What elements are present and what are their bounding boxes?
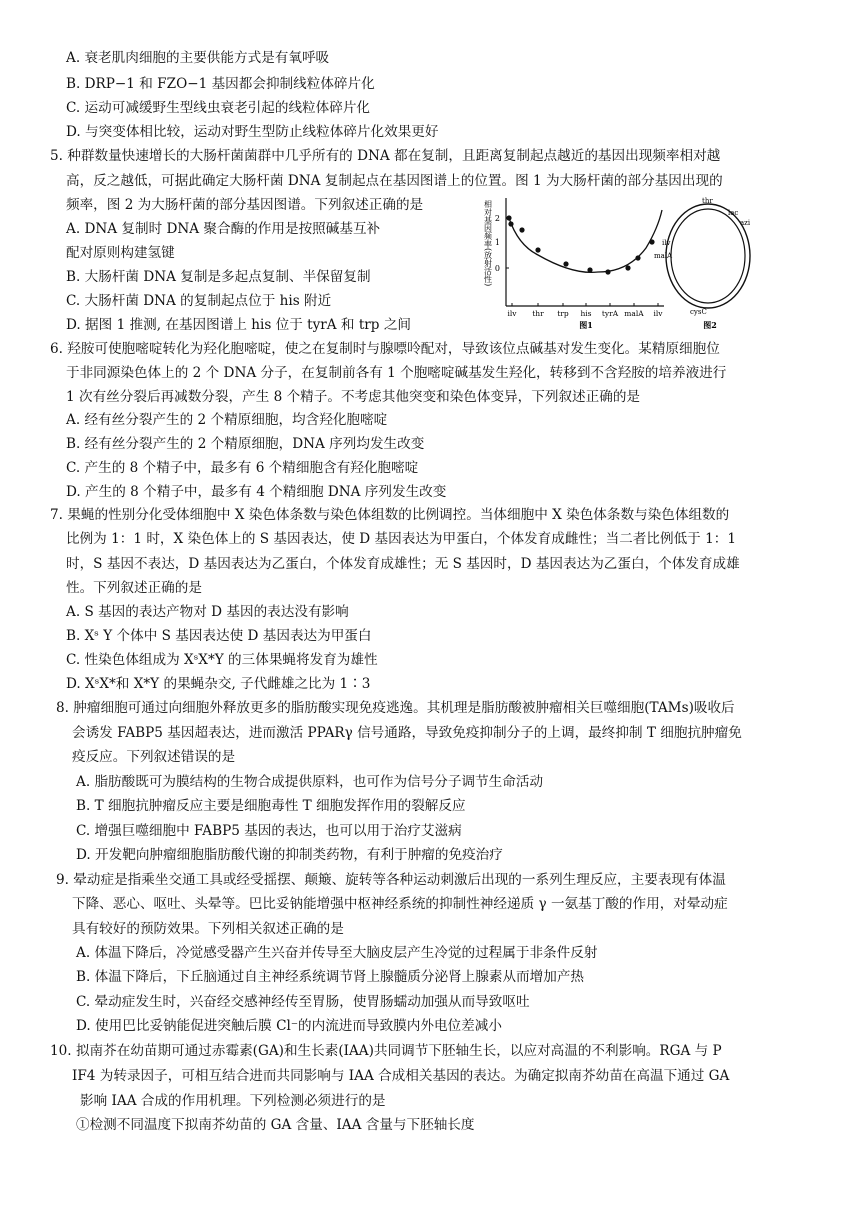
text-line: A. 脂肪酸既可为膜结构的生物合成提供原料，也可作为信号分子调节生命活动 <box>76 774 544 790</box>
text-line: A. 体温下降后，冷觉感受器产生兴奋并传导至大脑皮层产生冷觉的过程属于非条件反射 <box>76 945 598 961</box>
fig2-gene-label: ilv <box>662 239 671 247</box>
text-line: ①检测不同温度下拟南芥幼苗的 GA 含量、IAA 含量与下胚轴长度 <box>76 1117 475 1133</box>
fig2-inner-ring <box>671 209 745 303</box>
fig1-x-label: ilv <box>653 309 663 318</box>
fig1-data-point <box>506 215 511 220</box>
text-line: 疫反应。下列叙述错误的是 <box>72 749 236 765</box>
text-line: 高，反之越低，可据此确定大肠杆菌 DNA 复制起点在基因图谱上的位置。图 1 为大肠杆菌的部分基因出现的 <box>66 173 723 189</box>
fig2-outer-ring <box>666 204 750 308</box>
figure-gene-frequency-and-map <box>478 190 751 330</box>
text-line: A. S 基因的表达产物对 D 基因的表达没有影响 <box>66 604 349 620</box>
fig2-gene-label: cysC <box>690 308 707 316</box>
fig1-data-point <box>535 247 540 252</box>
text-line: B. T 细胞抗肿瘤反应主要是细胞毒性 T 细胞发挥作用的裂解反应 <box>76 798 466 814</box>
text-line: A. 衰老肌肉细胞的主要供能方式是有氧呼吸 <box>66 50 330 66</box>
text-line: B. 体温下降后，下丘脑通过自主神经系统调节肾上腺髓质分泌肾上腺素从而增加产热 <box>76 969 585 985</box>
text-line: D. 与突变体相比较，运动对野生型防止线粒体碎片化效果更好 <box>66 124 439 140</box>
text-line: C. 增强巨噬细胞中 FABP5 基因的表达，也可以用于治疗艾滋病 <box>76 823 462 839</box>
text-line: D. 开发靶向肿瘤细胞脂肪酸代谢的抑制类药物，有利于肿瘤的免疫治疗 <box>76 847 503 863</box>
text-line: 下降、恶心、呕吐、头晕等。巴比妥钠能增强中枢神经系统的抑制性神经递质 γ 一氨基丁酸的作用，对晕动症 <box>72 896 728 912</box>
text-line: C. 产生的 8 个精子中，最多有 6 个精细胞含有羟化胞嘧啶 <box>66 460 419 476</box>
text-line: 1 次有丝分裂后再减数分裂，产生 8 个精子。不考虑其他突变和染色体变异，下列叙述正确的是 <box>66 389 641 405</box>
fig1-data-point <box>519 227 524 232</box>
fig1-chart <box>483 198 665 330</box>
fig1-data-point <box>625 265 630 270</box>
fig2-gene-label: thr <box>702 197 713 205</box>
fig2-gene-label: lac <box>728 209 739 217</box>
fig2-gene-label: malA <box>654 252 673 260</box>
text-line: B. Xˢ Y 个体中 S 基因表达使 D 基因表达为甲蛋白 <box>66 628 372 644</box>
text-line: D. 产生的 8 个精子中，最多有 4 个精细胞 DNA 序列发生改变 <box>66 484 447 500</box>
fig1-data-point <box>563 261 568 266</box>
text-line: 7. 果蝇的性别分化受体细胞中 X 染色体条数与染色体组数的比例调控。当体细胞中 X 染色体条数与染色体组数的 <box>50 507 730 523</box>
text-line: IF4 为转录因子，可相互结合进而共同影响与 IAA 合成相关基因的表达。为确定拟南芥幼苗在高温下通过 GA <box>72 1068 730 1084</box>
text-line: B. 经有丝分裂产生的 2 个精原细胞，DNA 序列均发生改变 <box>66 436 425 452</box>
text-line: 10. 拟南芥在幼苗期可通过赤霉素(GA)和生长素(IAA)共同调节下胚轴生长，以应对高温的不利影响。RGA 与 P <box>50 1043 722 1059</box>
fig2-caption: 图2 <box>703 320 717 330</box>
text-line: 9. 晕动症是指乘坐交通工具或经受摇摆、颠簸、旋转等各种运动刺激后出现的一系列生理反应，主要表现有体温 <box>56 872 726 888</box>
text-line: B. DRP−1 和 FZO−1 基因都会抑制线粒体碎片化 <box>66 76 375 92</box>
text-line: 影响 IAA 合成的作用机理。下列检测必须进行的是 <box>80 1093 386 1109</box>
fig1-data-point <box>635 255 640 260</box>
text-line: C. 性染色体组成为 XˢX*Y 的三体果蝇将发育为雄性 <box>66 652 378 668</box>
text-line: A. DNA 复制时 DNA 聚合酶的作用是按照碱基互补 <box>66 221 381 237</box>
fig1-data-point <box>508 221 513 226</box>
fig1-x-label: malA <box>624 309 644 318</box>
text-line: 8. 肿瘤细胞可通过向细胞外释放更多的脂肪酸实现免疫逃逸。其机理是脂肪酸被肿瘤相关巨噬细胞(TAMs)吸收后 <box>56 700 735 716</box>
fig1-x-labels <box>507 303 663 318</box>
text-line: D. XˢX*和 X*Y 的果蝇杂交, 子代雌雄之比为 1∶3 <box>66 676 371 692</box>
fig1-curve <box>509 210 662 272</box>
text-line: 时，S 基因不表达，D 基因表达为乙蛋白，个体发育成雄性；无 S 基因时，D 基因表达为乙蛋白，个体发育成雄 <box>66 556 740 572</box>
figure-svg <box>478 190 751 330</box>
fig1-x-label: thr <box>532 309 544 318</box>
fig2-gene-label: azi <box>740 219 751 227</box>
text-line: B. 大肠杆菌 DNA 复制是多起点复制、半保留复制 <box>66 269 371 285</box>
text-line: 6. 羟胺可使胞嘧啶转化为羟化胞嘧啶，使之在复制时与腺嘌呤配对，导致该位点碱基对发生变化。某精原细胞位 <box>50 341 720 357</box>
text-line: D. 据图 1 推测, 在基因图谱上 his 位于 tyrA 和 trp 之间 <box>66 317 412 333</box>
fig1-y-tick: 0 <box>494 264 500 273</box>
fig1-y-label: 相对基因频率(放射活性) <box>483 200 493 287</box>
text-line: 配对原则构建氢键 <box>66 245 175 261</box>
text-line: D. 使用巴比妥钠能促进突触后膜 Cl⁻的内流进而导致膜内外电位差减小 <box>76 1018 502 1034</box>
text-line: C. 运动可减缓野生型线虫衰老引起的线粒体碎片化 <box>66 100 371 116</box>
text-line: C. 大肠杆菌 DNA 的复制起点位于 his 附近 <box>66 293 332 309</box>
fig1-data-point <box>587 267 592 272</box>
fig1-x-label: tyrA <box>601 309 619 318</box>
text-line: 会诱发 FABP5 基因超表达，进而激活 PPARγ 信号通路，导致免疫抑制分子的上调，最终抑制 T 细胞抗肿瘤免 <box>72 725 742 741</box>
text-line: 于非同源染色体上的 2 个 DNA 分子，在复制前各有 1 个胞嘧啶碱基发生羟化，转移到不含羟胺的培养液进行 <box>66 365 727 381</box>
fig1-caption: 图1 <box>579 320 593 330</box>
text-line: 具有较好的预防效果。下列相关叙述正确的是 <box>72 921 344 937</box>
fig1-points <box>506 215 654 274</box>
text-line: 5. 种群数量快速增长的大肠杆菌菌群中几乎所有的 DNA 都在复制，且距离复制起点越近的基因出现频率相对越 <box>50 148 721 164</box>
fig1-data-point <box>605 269 610 274</box>
fig1-x-label: his <box>580 309 592 318</box>
fig1-y-tick: 2 <box>494 214 500 223</box>
text-line: A. 经有丝分裂产生的 2 个精原细胞，均含羟化胞嘧啶 <box>66 412 388 428</box>
text-line: 比例为 1：1 时，X 染色体上的 S 基因表达，使 D 基因表达为甲蛋白，个体发育成雌性；当二者比例低于 1：1 <box>66 531 736 547</box>
text-line: C. 晕动症发生时，兴奋经交感神经传至胃肠，使胃肠蠕动加强从而导致呕吐 <box>76 994 530 1010</box>
fig1-x-label: ilv <box>507 309 517 318</box>
fig1-data-point <box>649 239 654 244</box>
fig1-y-tick: 1 <box>494 238 500 247</box>
fig2-gene-map <box>654 197 751 330</box>
text-line: 频率，图 2 为大肠杆菌的部分基因图谱。下列叙述正确的是 <box>66 197 424 213</box>
text-line: 性。下列叙述正确的是 <box>66 580 202 596</box>
fig1-x-label: trp <box>557 309 569 318</box>
